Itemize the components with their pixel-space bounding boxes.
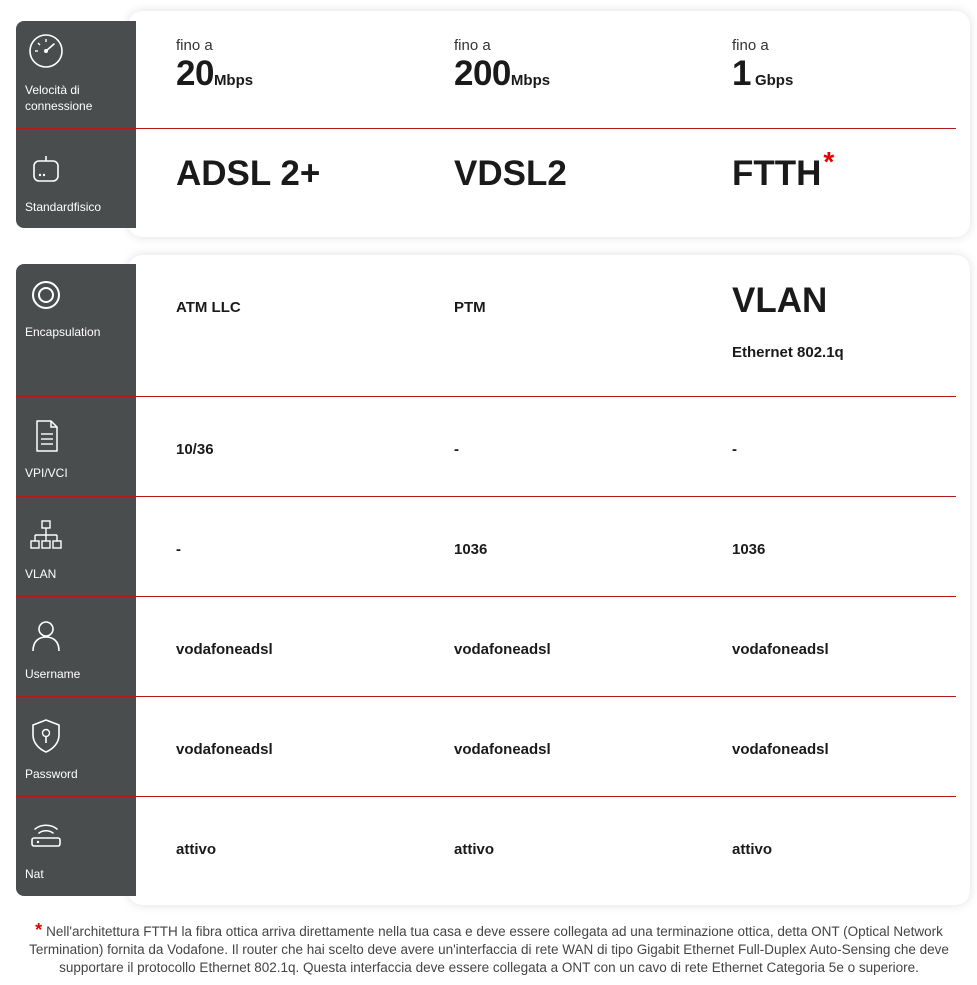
nat-vdsl: attivo xyxy=(454,841,495,858)
sidebar-label-vlan: VLAN xyxy=(25,567,57,581)
shield-lock-icon xyxy=(27,717,65,755)
speed-value: 1 xyxy=(732,54,751,93)
speed-value: 20 xyxy=(176,54,214,93)
standard-vdsl: VDSL2 xyxy=(454,154,567,193)
sidebar-label-speed: Velocità di connessione xyxy=(25,83,93,113)
target-icon xyxy=(27,276,65,314)
config-sidebar xyxy=(16,264,136,896)
row-divider xyxy=(136,596,956,597)
speed-prefix: fino a xyxy=(176,37,213,54)
sidebar-cell-password xyxy=(16,697,136,796)
username-vdsl: vodafoneadsl xyxy=(454,641,551,658)
standard-adsl: ADSL 2+ xyxy=(176,154,321,193)
speedometer-icon xyxy=(27,32,65,70)
speed-prefix: fino a xyxy=(732,37,769,54)
sidebar-label-nat: Nat xyxy=(25,867,44,881)
row-divider xyxy=(136,696,956,697)
sidebar-cell-nat xyxy=(16,797,136,896)
speed-col-2 xyxy=(454,37,550,94)
standard-ftth-cell xyxy=(732,146,835,194)
encapsulation-vdsl: PTM xyxy=(454,299,486,316)
sidebar-cell-username xyxy=(16,597,136,696)
vlan-ftth: 1036 xyxy=(732,541,766,558)
vpivci-ftth: - xyxy=(732,441,737,458)
row-divider xyxy=(136,796,956,797)
user-icon xyxy=(27,617,65,655)
sidebar-label-username: Username xyxy=(25,667,81,681)
speed-unit: Mbps xyxy=(510,72,551,89)
router-icon xyxy=(27,151,65,189)
sidebar-cell-speed xyxy=(16,21,136,128)
speed-col-1 xyxy=(176,37,253,94)
sidebar-cell-vlan xyxy=(16,497,136,596)
footnote xyxy=(16,921,962,977)
nat-ftth: attivo xyxy=(732,841,773,858)
speed-col-3 xyxy=(732,37,793,94)
username-adsl: vodafoneadsl xyxy=(176,641,273,658)
footnote-asterisk: * xyxy=(35,920,43,940)
username-ftth: vodafoneadsl xyxy=(732,641,829,658)
speed-unit: Gbps xyxy=(754,72,794,89)
footnote-text: Nell'architettura FTTH la fibra ottica arriva direttamente nella tua casa e deve essere collegata ad una terminazione ottica, detta ONT (Optical Network Termination) fornita da Vodafone. Il router che hai scelto deve avere un'interfaccia di rete WAN di tipo Gigabit Ethernet Full-Duplex Auto-Sensing che deve supportare il protocollo Ethernet 802.1q. Questa interfaccia deve essere collegata a ONT con un cavo di rete Ethernet Categoria 5e o superiore. xyxy=(29,924,949,975)
vlan-vdsl: 1036 xyxy=(454,541,488,558)
password-vdsl: vodafoneadsl xyxy=(454,741,551,758)
sidebar-cell-standard xyxy=(16,129,136,228)
encapsulation-ftth: VLAN xyxy=(732,281,828,320)
network-icon xyxy=(27,517,65,555)
sidebar-label-standard: Standardfisico xyxy=(25,200,102,214)
document-icon xyxy=(27,417,65,455)
row-divider xyxy=(136,396,956,397)
password-adsl: vodafoneadsl xyxy=(176,741,273,758)
sidebar-label-password: Password xyxy=(25,767,78,781)
password-ftth: vodafoneadsl xyxy=(732,741,829,758)
asterisk-marker: * xyxy=(823,146,835,177)
sidebar-label-vpivci: VPI/VCI xyxy=(25,466,68,480)
vpivci-vdsl: - xyxy=(454,441,459,458)
row-divider xyxy=(136,496,956,497)
encapsulation-adsl: ATM LLC xyxy=(176,299,241,316)
row-divider xyxy=(136,128,956,129)
nat-adsl: attivo xyxy=(176,841,217,858)
sidebar-cell-vpivci xyxy=(16,397,136,496)
standard-ftth: FTTH xyxy=(732,154,822,193)
sidebar-cell-encapsulation xyxy=(16,264,136,396)
vlan-adsl: - xyxy=(176,541,181,558)
wifi-router-icon xyxy=(27,817,65,855)
speed-value: 200 xyxy=(454,54,511,93)
speed-prefix: fino a xyxy=(454,37,491,54)
speed-unit: Mbps xyxy=(213,72,254,89)
speed-sidebar xyxy=(16,21,136,228)
sidebar-label-encapsulation: Encapsulation xyxy=(25,325,101,339)
encapsulation-ftth-detail: Ethernet 802.1q xyxy=(732,344,844,361)
vpivci-adsl: 10/36 xyxy=(176,441,214,458)
